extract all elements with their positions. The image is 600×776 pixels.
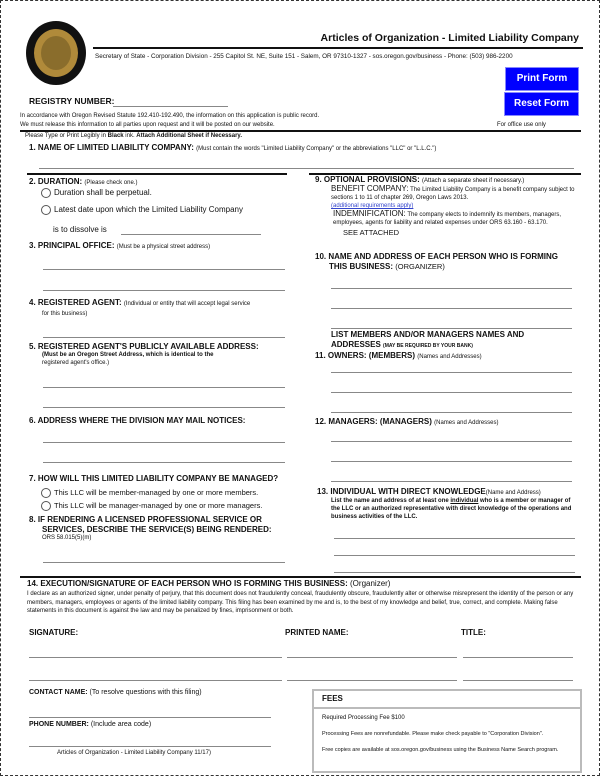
- organizer-field[interactable]: [331, 288, 572, 289]
- public-record-notice: In accordance with Oregon Revised Statute 192.410-192.490, the information on this application is public record.: [20, 113, 320, 119]
- section-4-note: for this business): [42, 311, 88, 317]
- title-label: TITLE:: [461, 628, 486, 637]
- title-field-2[interactable]: [463, 680, 573, 681]
- declaration-text: I declare as an authorized signer, under penalty of perjury, that this document does not fraudulently conceal, fraudulently obscure, fraudulently alter or otherwise misrepresent the identity of the person or any members, managers, employees or agents of the limited liability company. This filing has been examined by me and is, to the best of my knowledge and belief, true, correct, and complete. Making false statements in this document is against the law and may be penalized by fines, imprisonment or both.: [27, 591, 574, 614]
- phone-number-label: PHONE NUMBER: (Include area code): [29, 721, 152, 728]
- duration-perpetual-radio[interactable]: Duration shall be perpetual.: [41, 188, 152, 198]
- section-2-title: 2. DURATION: (Please check one.): [29, 177, 138, 186]
- manager-managed-radio[interactable]: This LLC will be manager-managed by one or more managers.: [41, 501, 262, 511]
- fees-nonrefundable: Processing Fees are nonrefundable. Please make check payable to "Corporation Division".: [322, 731, 544, 737]
- section-5-title: 5. REGISTERED AGENT'S PUBLICLY AVAILABLE ADDRESS:: [29, 342, 259, 351]
- signature-field-2[interactable]: [29, 680, 282, 681]
- contact-name-field[interactable]: [29, 717, 271, 718]
- dissolve-label: is to dissolve is: [53, 225, 107, 234]
- agency-address: Secretary of State - Corporation Division - 255 Capitol St. NE, Suite 151 - Salem, OR 97310-1327 - sos.oregon.gov/business - Phone: (503) 986-2200: [95, 53, 513, 60]
- organizer-field-3[interactable]: [331, 328, 572, 329]
- printed-name-field-2[interactable]: [287, 680, 457, 681]
- managers-field-2[interactable]: [331, 461, 572, 462]
- managers-field-3[interactable]: [331, 481, 572, 482]
- section-8-note: ORS 58.015(5)(m): [42, 535, 92, 541]
- section-8-title: 8. IF RENDERING A LICENSED PROFESSIONAL SERVICE OR: [29, 515, 262, 524]
- duration-date-radio[interactable]: Latest date upon which the Limited Liability Company: [41, 205, 243, 215]
- llc-name-field[interactable]: [39, 168, 574, 169]
- form-title: Articles of Organization - Limited Liability Company: [320, 32, 579, 44]
- section-5-note-2: registered agent's office.): [42, 360, 110, 366]
- owners-field[interactable]: [331, 372, 572, 373]
- additional-requirements-link[interactable]: (additional requirements apply): [331, 203, 414, 209]
- signature-field[interactable]: [29, 657, 282, 658]
- benefit-company-text: BENEFIT COMPANY: The Limited Liability Company is a benefit company subject to sections 1 to 11 of chapter 269, Oregon Laws 2013.: [331, 184, 575, 201]
- list-members-title-2: ADDRESSES (MAY BE REQUIRED BY YOUR BANK): [331, 340, 473, 349]
- section-6-title: 6. ADDRESS WHERE THE DIVISION MAY MAIL NOTICES:: [29, 416, 246, 425]
- section-4-title: 4. REGISTERED AGENT: (Individual or entity that will accept legal service: [29, 298, 251, 307]
- form-footer: Articles of Organization - Limited Liability Company 11/17): [57, 750, 211, 756]
- registry-number-field[interactable]: [113, 106, 228, 107]
- direct-knowledge-field-3[interactable]: [334, 572, 575, 573]
- section-8-title-2: SERVICES, DESCRIBE THE SERVICE(S) BEING RENDERED:: [42, 525, 272, 534]
- section-13-title: 13. INDIVIDUAL WITH DIRECT KNOWLEDGE(Name and Address): [317, 487, 541, 496]
- dissolve-date-field[interactable]: [121, 234, 261, 235]
- mail-address-field[interactable]: [43, 442, 285, 443]
- section-12-title: 12. MANAGERS: (MANAGERS) (Names and Addresses): [315, 417, 499, 426]
- agent-address-field[interactable]: [43, 387, 285, 388]
- oregon-seal-logo: [25, 20, 87, 87]
- principal-office-field[interactable]: [43, 269, 285, 270]
- registry-number-label: REGISTRY NUMBER:: [29, 96, 115, 106]
- free-copies-note: Free copies are available at sos.oregon.gov/business using the Business Name Search program.: [322, 747, 559, 753]
- print-form-button[interactable]: Print Form: [505, 67, 579, 91]
- section-13-text: List the name and address of at least one individual who is a member or manager of the LLC or an authorized representative with direct knowledge of the operations and business activities of the LLC.: [331, 498, 572, 520]
- printed-name-field[interactable]: [287, 657, 457, 658]
- title-field[interactable]: [463, 657, 573, 658]
- section-1-title: 1. NAME OF LIMITED LIABILITY COMPANY: (Must contain the words "Limited Liability Company" or the abbreviations "LLC" or "L.L.C."): [29, 143, 437, 152]
- instructions: Please Type or Print Legibly in Black ink. Attach Additional Sheet if Necessary.: [25, 133, 242, 139]
- organizer-field-2[interactable]: [331, 308, 572, 309]
- agent-address-field-2[interactable]: [43, 407, 285, 408]
- professional-service-field[interactable]: [43, 562, 285, 563]
- section-3-title: 3. PRINCIPAL OFFICE: (Must be a physical street address): [29, 241, 211, 250]
- printed-name-label: PRINTED NAME:: [285, 628, 349, 637]
- principal-office-field-2[interactable]: [43, 290, 285, 291]
- section-14-title: 14. EXECUTION/SIGNATURE OF EACH PERSON WHO IS FORMING THIS BUSINESS: (Organizer): [27, 579, 391, 588]
- contact-name-label: CONTACT NAME: (To resolve questions with this filing): [29, 689, 202, 696]
- optional-provisions-block: [331, 185, 581, 237]
- direct-knowledge-field-2[interactable]: [334, 555, 575, 556]
- member-managed-radio[interactable]: This LLC will be member-managed by one or more members.: [41, 488, 258, 498]
- fees-box: [312, 689, 582, 773]
- section-10-title-2: THIS BUSINESS: (ORGANIZER): [329, 262, 445, 271]
- section-10-title: 10. NAME AND ADDRESS OF EACH PERSON WHO IS FORMING: [315, 252, 558, 261]
- registered-agent-field[interactable]: [43, 337, 285, 338]
- managers-field[interactable]: [331, 441, 572, 442]
- office-use-label: For office use only: [497, 122, 546, 128]
- owners-field-3[interactable]: [331, 412, 572, 413]
- indemnification-text: INDEMNIFICATION: The company elects to indemnify its members, managers, employees, agents for liability and related expenses under ORS 63.160 - 63.170.: [333, 209, 562, 226]
- phone-number-field[interactable]: [29, 746, 271, 747]
- section-11-title: 11. OWNERS: (MEMBERS) (Names and Addresses): [315, 351, 482, 360]
- section-7-title: 7. HOW WILL THIS LIMITED LIABILITY COMPANY BE MANAGED?: [29, 474, 279, 483]
- public-record-notice-2: We must release this information to all parties upon request and it will be posted on our website.: [20, 122, 275, 128]
- owners-field-2[interactable]: [331, 392, 572, 393]
- required-fee: Required Processing Fee $100: [322, 715, 405, 721]
- fees-title: FEES: [314, 691, 580, 709]
- see-attached-text: SEE ATTACHED: [343, 228, 399, 237]
- mail-address-field-2[interactable]: [43, 462, 285, 463]
- section-9-title: 9. OPTIONAL PROVISIONS: (Attach a separate sheet if necessary.): [315, 175, 525, 184]
- reset-form-button[interactable]: Reset Form: [504, 92, 579, 116]
- signature-label: SIGNATURE:: [29, 628, 79, 637]
- direct-knowledge-field[interactable]: [334, 538, 575, 539]
- section-5-note: (Must be an Oregon Street Address, which is identical to the: [42, 352, 214, 358]
- list-members-title: LIST MEMBERS AND/OR MANAGERS NAMES AND: [331, 330, 525, 339]
